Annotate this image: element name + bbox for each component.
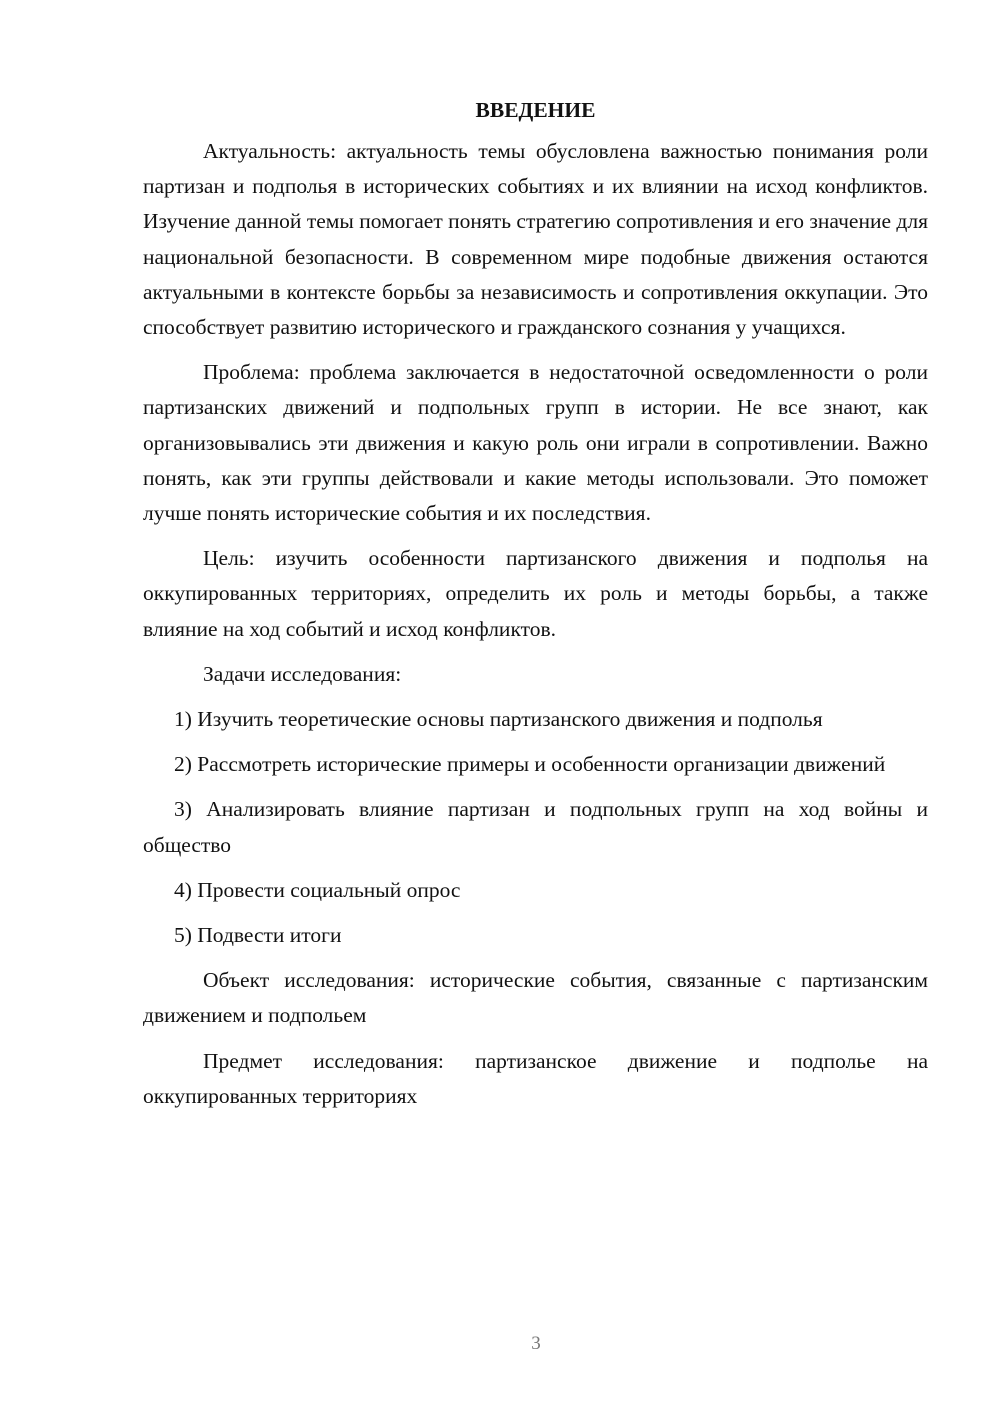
goal-paragraph: Цель: изучить особенности партизанского движения и подполья на оккупированных территориях, определить их роль и методы борьбы, а также влияние на ход событий и исход конфликтов. [143, 546, 928, 641]
subject-paragraph: Предмет исследования: партизанское движение и подполье на оккупированных территориях [143, 1048, 928, 1108]
task-item: 5) Подвести итоги [174, 923, 342, 948]
task-item: 4) Провести социальный опрос [174, 877, 461, 902]
task-item: 2) Рассмотреть исторические примеры и особенности организации движений [174, 752, 886, 777]
tasks-list [143, 702, 928, 953]
tasks-heading: Задачи исследования: [203, 661, 402, 686]
document-page [143, 92, 928, 1114]
page-number: 3 [531, 1333, 541, 1354]
relevance-paragraph: Актуальность: актуальность темы обусловлена важностью понимания роли партизан и подполья в исторических событиях и их влиянии на исход конфликтов. Изучение данной темы помогает понять стратегию сопротивления и его значение для национальной безопасности. В современном мире подобные движения остаются актуальными в контексте борьбы за независимость и сопротивления оккупации. Это способствует развитию исторического и гражданского сознания у учащихся. [143, 139, 928, 340]
task-item: 3) Анализировать влияние партизан и подпольных групп на ход войны и общество [143, 797, 928, 857]
task-item: 1) Изучить теоретические основы партизанского движения и подполья [174, 707, 823, 732]
problem-paragraph: Проблема: проблема заключается в недостаточной осведомленности о роли партизанских движений и подпольных групп в истории. Не все знают, как организовывались эти движения и какую роль они играли в сопротивлении. Важно понять, как эти группы действовали и какие методы использовали. Это поможет лучше понять исторические события и их последствия. [143, 360, 928, 526]
object-paragraph: Объект исследования: исторические события, связанные с партизанским движением и подпольем [143, 968, 928, 1028]
section-title: ВВЕДЕНИЕ [475, 98, 596, 122]
